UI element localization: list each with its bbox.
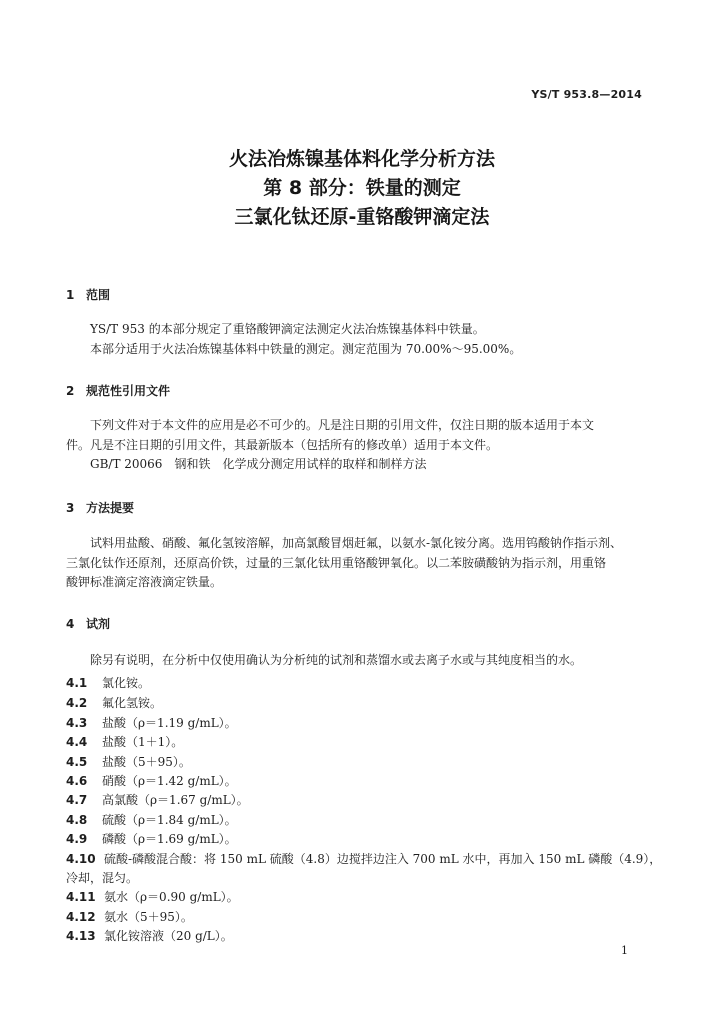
- references-paragraph: [66, 416, 658, 475]
- reagent-item: 4.9 磷酸（ρ＝1.69 g/mL）。: [66, 832, 237, 846]
- reagent-item: 4.7 高氯酸（ρ＝1.67 g/mL）。: [66, 793, 249, 807]
- scope-line-1: YS/T 953 的本部分规定了重铬酸钾滴定法测定火法冶炼镍基体料中铁量。: [90, 322, 485, 336]
- section-title: 规范性引用文件: [86, 384, 171, 398]
- reagent-item: 4.5 盐酸（5＋95）。: [66, 755, 191, 769]
- principle-paragraph: [66, 534, 658, 593]
- section-title: 试剂: [86, 617, 111, 631]
- section-number: 1: [66, 288, 75, 302]
- scope-line-2: 本部分适用于火法冶炼镍基体料中铁量的测定。测定范围为 70.00%～95.00%。: [90, 341, 522, 356]
- reagent-item: 4.6 硝酸（ρ＝1.42 g/mL）。: [66, 774, 237, 788]
- section-heading-reagents: [66, 615, 110, 632]
- section-number: 2: [66, 384, 75, 398]
- section-heading-principle: [66, 499, 134, 516]
- section-title: 范围: [86, 288, 111, 302]
- reagent-item: 4.4 盐酸（1＋1）。: [66, 735, 184, 749]
- reagent-item: 4.11 氨水（ρ＝0.90 g/mL）。: [66, 890, 239, 904]
- principle-line-1: 试料用盐酸、硝酸、氟化氢铵溶解，加高氯酸冒烟赶氟，以氨水-氯化铵分离。选用钨酸钠作指示剂、: [90, 536, 623, 550]
- reagent-item-continuation: 冷却，混匀。: [66, 871, 139, 885]
- section-heading-references: [66, 382, 170, 399]
- title-line-3: 三氯化钛还原-重铬酸钾滴定法: [234, 206, 490, 228]
- references-line-2: 件。凡是不注日期的引用文件，其最新版本（包括所有的修改单）适用于本文件。: [66, 437, 499, 452]
- section-title: 方法提要: [86, 501, 135, 515]
- reagents-intro: 除另有说明，在分析中仅使用确认为分析纯的试剂和蒸馏水或去离子水或与其纯度相当的水。: [90, 653, 583, 667]
- reagent-item: 4.2 氟化氢铵。: [66, 696, 163, 710]
- section-number: 3: [66, 501, 75, 515]
- reference-title: 钢和铁 化学成分测定用试样的取样和制样方法: [174, 457, 427, 471]
- reference-entry: [66, 455, 658, 475]
- principle-line-3: 酸钾标准滴定溶液滴定铁量。: [66, 575, 223, 589]
- reference-code: GB/T 20066: [90, 457, 163, 471]
- reagent-item: 4.12 氨水（5＋95）。: [66, 910, 193, 924]
- section-number: 4: [66, 617, 75, 631]
- reagent-item: 4.8 硫酸（ρ＝1.84 g/mL）。: [66, 813, 237, 827]
- reagent-item: 4.13 氯化铵溶液（20 g/L）。: [66, 929, 233, 943]
- reagent-item: 4.1 氯化铵。: [66, 676, 151, 690]
- title-line-1: 火法冶炼镍基体料化学分析方法: [228, 148, 495, 170]
- page-number: 1: [621, 944, 628, 957]
- principle-line-2: 三氯化钛作还原剂，还原高价铁，过量的三氯化钛用重铬酸钾氧化。以二苯胺磺酸钠为指示剂，用重铬: [66, 555, 607, 570]
- title-line-2: 第 8 部分：铁量的测定: [263, 177, 461, 199]
- reagent-item: 4.10 硫酸-磷酸混合酸：将 150 mL 硫酸（4.8）边搅拌边注入 700 mL 水中，再加入 150 mL 磷酸（4.9），: [66, 852, 662, 866]
- references-line-1: 下列文件对于本文件的应用是必不可少的。凡是注日期的引用文件，仅注日期的版本适用于本文: [90, 418, 595, 432]
- section-heading-scope: [66, 286, 110, 303]
- reagent-item: 4.3 盐酸（ρ＝1.19 g/mL）。: [66, 716, 237, 730]
- standard-code: YS/T 953.8—2014: [531, 88, 642, 101]
- document-title: [0, 145, 724, 232]
- scope-paragraph: [66, 320, 658, 359]
